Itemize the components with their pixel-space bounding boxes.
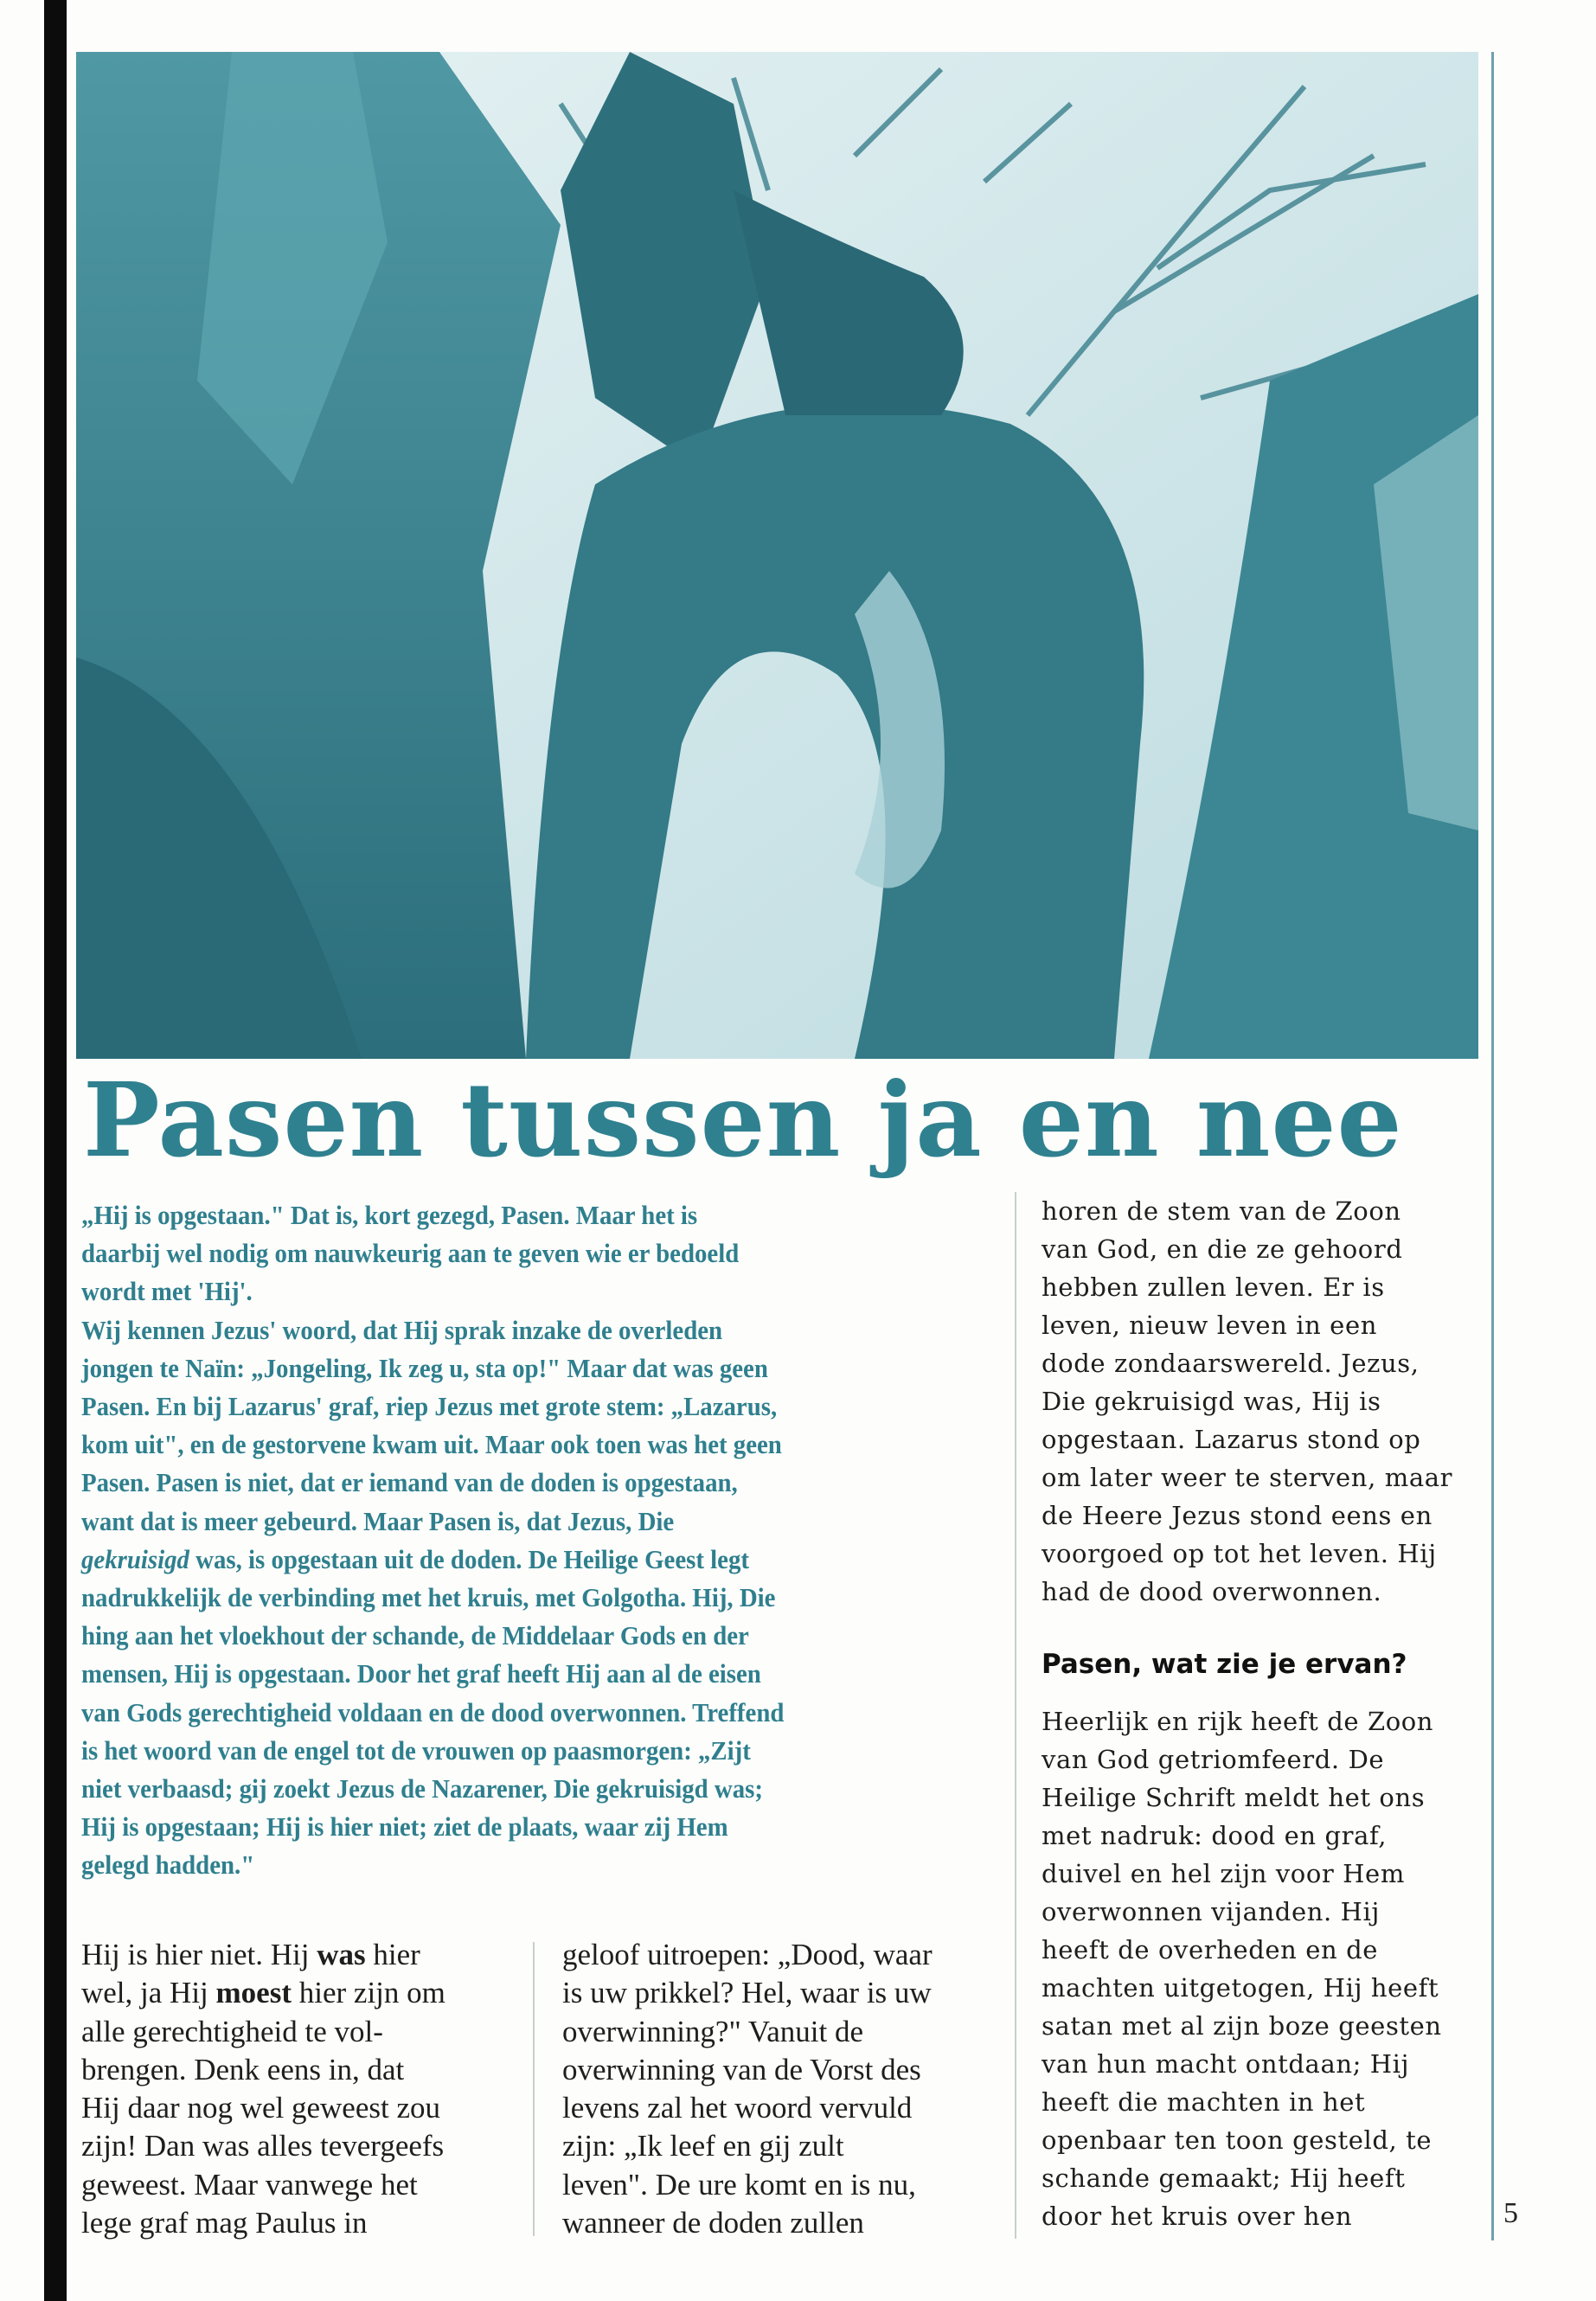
emphasis-italic: gekruisigd	[81, 1543, 189, 1574]
text-line: Heerlijk en rijk heeft de Zoon	[1042, 1707, 1434, 1736]
text-line: geweest. Maar vanwege het	[81, 2167, 418, 2202]
text-line: heeft die machten in het	[1042, 2087, 1366, 2117]
column-divider	[533, 1942, 535, 2236]
text-segment: hier zijn om	[292, 1976, 445, 2010]
page-binding-edge	[44, 0, 67, 2301]
text-segment: hier	[365, 1938, 420, 1971]
text-line: nadrukkelijk de verbinding met het kruis, met Golgotha. Hij, Die	[81, 1582, 776, 1613]
text-line: levens zal het woord vervuld	[562, 2091, 913, 2125]
tree-photo-image	[76, 52, 1478, 1059]
text-line: duivel en hel zijn voor Hem	[1042, 1859, 1405, 1888]
text-line: heeft de overheden en de	[1042, 1935, 1379, 1965]
text-line: schande gemaakt; Hij heeft	[1042, 2163, 1406, 2193]
right-margin-rule	[1491, 52, 1494, 2240]
emphasis-bold: was	[317, 1938, 366, 1971]
text-line: horen de stem van de Zoon	[1042, 1196, 1401, 1226]
text-line: door het kruis over hen	[1042, 2202, 1353, 2231]
text-line: niet verbaasd; gij zoekt Jezus de Nazarener, Die gekruisigd was;	[81, 1773, 763, 1804]
tree-photo	[76, 52, 1478, 1059]
text-line: openbaar ten toon gesteld, te	[1042, 2125, 1433, 2155]
text-line: geloof uitroepen: „Dood, waar	[562, 1938, 933, 1971]
body-column-3-top	[1042, 1192, 1452, 1611]
text-segment: Hij is hier niet. Hij	[81, 1938, 317, 1971]
text-line: „Hij is opgestaan." Dat is, kort gezegd, Pasen. Maar het is	[81, 1200, 698, 1230]
text-line: van Gods gerechtigheid voldaan en de dood overwonnen. Treffend	[81, 1696, 785, 1727]
text-line: leven". De ure komt en is nu,	[562, 2167, 916, 2202]
text-line: Wij kennen Jezus' woord, dat Hij sprak inzake de overleden	[81, 1314, 723, 1345]
intro-paragraph	[81, 1196, 934, 1885]
column-divider	[1015, 1192, 1016, 2239]
article-title: Pasen tussen ja en nee	[83, 1060, 1403, 1180]
text-line: is uw prikkel? Hel, waar is uw	[562, 1976, 932, 2010]
text-line: mensen, Hij is opgestaan. Door het graf heeft Hij aan al de eisen	[81, 1658, 761, 1689]
text-line: alle gerechtigheid te vol-	[81, 2014, 383, 2048]
text-line: gelegd hadden."	[81, 1849, 255, 1881]
text-line	[81, 1974, 445, 2012]
text-line: had de dood overwonnen.	[1042, 1577, 1382, 1606]
text-line: overwonnen vijanden. Hij	[1042, 1897, 1380, 1926]
section-subheading: Pasen, wat zie je ervan?	[1042, 1649, 1407, 1680]
text-line: om later weer te sterven, maar	[1042, 1463, 1453, 1492]
text-line: overwinning?" Vanuit de	[562, 2014, 864, 2048]
text-line: daarbij wel nodig om nauwkeurig aan te geven wie er bedoeld	[81, 1238, 740, 1269]
text-line	[81, 1541, 934, 1579]
body-column-2	[562, 1936, 933, 2242]
text-line: hebben zullen leven. Er is	[1042, 1272, 1385, 1302]
text-line: wanneer de doden zullen	[562, 2206, 864, 2240]
text-line: van hun macht ontdaan; Hij	[1042, 2049, 1410, 2079]
text-line: Heilige Schrift meldt het ons	[1042, 1783, 1426, 1812]
text-segment: was, is opgestaan uit de doden. De Heilige Geest legt	[189, 1543, 750, 1574]
text-line: Pasen. Pasen is niet, dat er iemand van de doden is opgestaan,	[81, 1467, 738, 1498]
text-line: de Heere Jezus stond eens en	[1042, 1501, 1433, 1530]
text-line: zijn: „Ik leef en gij zult	[562, 2129, 844, 2163]
text-line: jongen te Naïn: „Jongeling, Ik zeg u, sta op!" Maar dat was geen	[81, 1352, 768, 1383]
text-line: satan met al zijn boze geesten	[1042, 2011, 1442, 2041]
text-line: zijn! Dan was alles tevergeefs	[81, 2129, 445, 2163]
text-line	[81, 1936, 445, 1974]
text-segment: wel, ja Hij	[81, 1976, 216, 2010]
body-column-3-bottom	[1042, 1702, 1442, 2235]
text-line: van God, en die ze gehoord	[1042, 1234, 1403, 1264]
text-line: voorgoed op tot het leven. Hij	[1042, 1539, 1437, 1568]
text-line: dode zondaarswereld. Jezus,	[1042, 1349, 1420, 1378]
emphasis-bold: moest	[215, 1976, 292, 2010]
text-line: machten uitgetogen, Hij heeft	[1042, 1973, 1439, 2003]
text-line: overwinning van de Vorst des	[562, 2052, 921, 2086]
text-line: is het woord van de engel tot de vrouwen op paasmorgen: „Zijt	[81, 1734, 751, 1766]
text-line: opgestaan. Lazarus stond op	[1042, 1425, 1421, 1454]
text-line: want dat is meer gebeurd. Maar Pasen is, dat Jezus, Die	[81, 1505, 675, 1536]
text-line: lege graf mag Paulus in	[81, 2206, 368, 2240]
text-line: Hij daar nog wel geweest zou	[81, 2091, 440, 2125]
text-line: brengen. Denk eens in, dat	[81, 2052, 405, 2086]
text-line: kom uit", en de gestorvene kwam uit. Maar ook toen was het geen	[81, 1429, 782, 1460]
text-line: hing aan het vloekhout der schande, de Middelaar Gods en der	[81, 1620, 749, 1651]
body-column-1	[81, 1936, 445, 2242]
text-line: met nadruk: dood en graf,	[1042, 1821, 1388, 1850]
text-line: wordt met 'Hij'.	[81, 1276, 253, 1307]
page-number: 5	[1503, 2197, 1518, 2229]
text-line: leven, nieuw leven in een	[1042, 1311, 1377, 1340]
text-line: Die gekruisigd was, Hij is	[1042, 1387, 1381, 1416]
text-line: van God getriomfeerd. De	[1042, 1745, 1385, 1774]
text-line: Pasen. En bij Lazarus' graf, riep Jezus met grote stem: „Lazarus,	[81, 1391, 778, 1422]
text-line: Hij is opgestaan; Hij is hier niet; ziet de plaats, waar zij Hem	[81, 1811, 728, 1843]
